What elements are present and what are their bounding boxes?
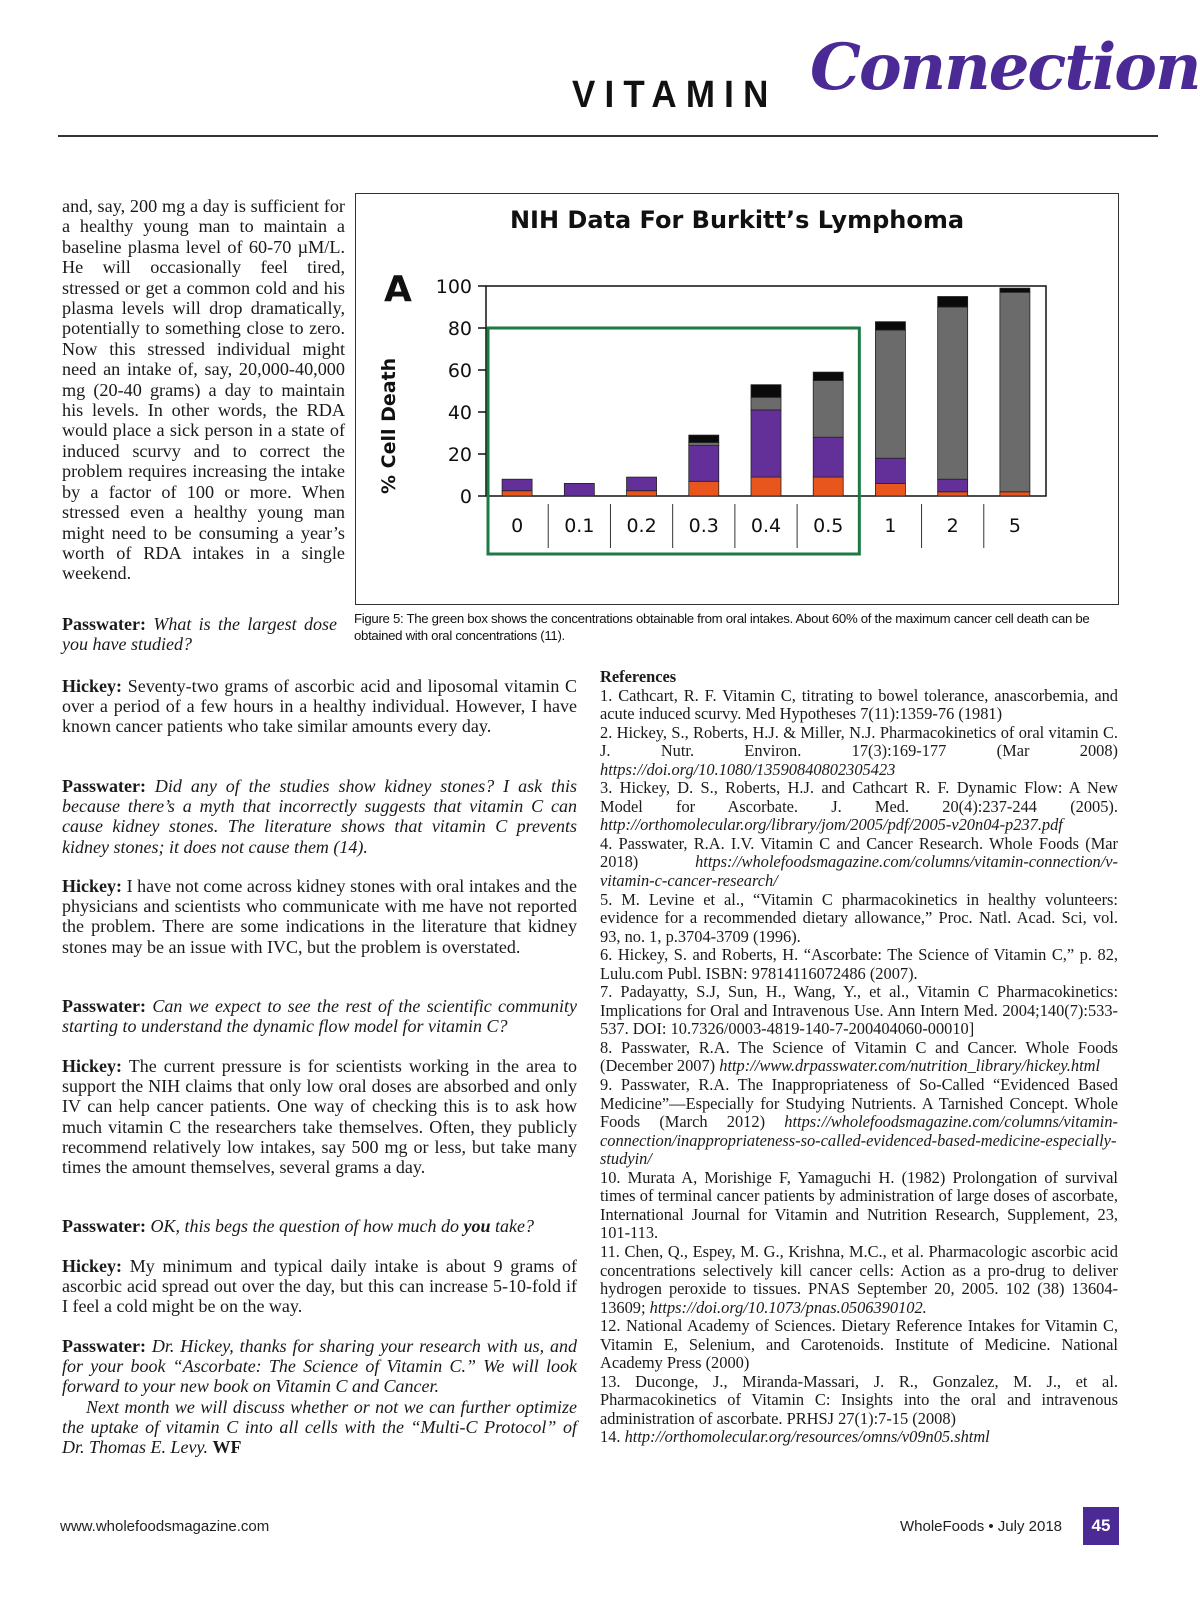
- bar-segment-gray: [875, 330, 905, 458]
- bar-segment-black: [689, 435, 719, 442]
- question-text: Did any of the studies show kidney stones? I ask this because there’s a myth that incorrectly suggests that vitamin C can cause kidney stones. The literature shows that vitamin C prevents kidney stones; it does not cause them (14).: [62, 776, 577, 857]
- reference-item: 6. Hickey, S. and Roberts, H. “Ascorbate: The Science of Vitamin C,” p. 82, Lulu.com Publ. ISBN: 97814116072486 (2007).: [600, 945, 1118, 983]
- speaker-label: Passwater:: [62, 614, 146, 634]
- bar-segment-purple: [564, 483, 594, 496]
- reference-item: 9. Passwater, R.A. The Inappropriateness of So-Called “Evidenced Based Medicine”—Especially for Studying Nutrients. A Tarnished Concept. Whole Foods (March 2012) https://wholefoodsmagazine.com/columns/vitamin-connection/inappropriateness-so-called-evidenced-based-medicine-especially-studyin/: [600, 1075, 1118, 1169]
- speaker-label: Passwater:: [62, 996, 146, 1016]
- bar-segment-purple: [751, 410, 781, 477]
- reference-item: 5. M. Levine et al., “Vitamin C pharmacokinetics in healthy volunteers: evidence for a recommended dietary allowance,” Proc. Natl. Acad. Sci, vol. 93, no. 1, p.3704-3709 (1996).: [600, 889, 1118, 946]
- bar-segment-gray: [1000, 292, 1030, 492]
- bar-segment-purple: [689, 446, 719, 482]
- x-tick-label: 2: [946, 515, 959, 537]
- bar-segment-orange: [938, 492, 968, 496]
- bar-segment-black: [875, 322, 905, 330]
- figure-caption: Figure 5: The green box shows the concentrations obtainable from oral intakes. About 60% of the maximum cancer cell death can be obtained with oral concentrations (11).: [354, 611, 1090, 643]
- reference-item: 8. Passwater, R.A. The Science of Vitamin C and Cancer. Whole Foods (December 2007) http://www.drpasswater.com/nutrition_library/hickey.html: [600, 1037, 1118, 1076]
- bar-segment-purple: [502, 479, 532, 491]
- reference-link[interactable]: https://doi.org/10.1080/13590840802305423: [600, 759, 896, 779]
- speaker-label: Hickey:: [62, 676, 122, 696]
- reference-item: 11. Chen, Q., Espey, M. G., Krishna, M.C., et al. Pharmacologic ascorbic acid concentrations selectively kill cancer cells: Action as a pro-drug to deliver hydrogen peroxide to tissues. PNAS September 20, 2005. 102 (38) 13604-13609; https://doi.org/10.1073/pnas.0506390102.: [600, 1241, 1118, 1317]
- qa-block-2: [62, 676, 577, 737]
- bar-segment-purple: [938, 479, 968, 492]
- question-text: What is the largest dose you have studied?: [62, 614, 337, 655]
- reference-item: 2. Hickey, S., Roberts, H.J. & Miller, N.J. Pharmacokinetics of oral vitamin C. J. Nutr. Environ. 17(3):169-177 (Mar 2008) https://doi.org/10.1080/13590840802305423: [600, 722, 1118, 779]
- reference-item: 12. National Academy of Sciences. Dietary Reference Intakes for Vitamin C, Vitamin E, Selenium, and Carotenoids. Institute of Medicine. National Academy Press (2000): [600, 1316, 1118, 1373]
- speaker-label: Passwater:: [62, 1336, 146, 1356]
- speaker-label: Passwater:: [62, 1216, 146, 1236]
- bar-segment-black: [751, 385, 781, 398]
- reference-item: 1. Cathcart, R. F. Vitamin C, titrating to bowel tolerance, anascorbemia, and acute induced scurvy. Med Hypotheses 7(11):1359-76 (1981): [600, 685, 1118, 724]
- reference-item: 10. Murata A, Morishige F, Yamaguchi H. (1982) Prolongation of survival times of terminal cancer patients by administration of large doses of ascorbate, International Journal for Vitamin and Nutrition Research, Supplement, 23, 101-113.: [600, 1167, 1118, 1243]
- footer-website[interactable]: www.wholefoodsmagazine.com: [60, 1518, 270, 1535]
- reference-item: 4. Passwater, R.A. I.V. Vitamin C and Cancer Research. Whole Foods (Mar 2018) https://wholefoodsmagazine.com/columns/vitamin-connection/v-vitamin-c-cancer-research/: [600, 833, 1118, 891]
- bar-segment-orange: [689, 481, 719, 496]
- chart-title: NIH Data For Burkitt’s Lymphoma: [509, 206, 965, 234]
- question-emphasis: you: [463, 1216, 491, 1236]
- intro-text: and, say, 200 mg a day is sufficient for a healthy young man to maintain a baseline plasma level of 60-70 µM/L. He will occasionally feel tired, stressed or get a common cold and his plasma levels will drop dramatically, potentially to something close to zero. Now this stressed individual might need an intake of, say, 20,000-40,000 mg (20-40 grams) a day to maintain his levels. In other words, the RDA would place a sick person in a state of induced scurvy and to correct the problem requires increasing the intake by a factor of 100 or more. When stressed even a healthy young man might need to be consuming a year’s worth of RDA intakes in a single weekend.: [62, 196, 345, 584]
- bar-segment-purple: [875, 458, 905, 483]
- page-number: 45: [1083, 1507, 1119, 1545]
- question-text: Dr. Hickey, thanks for sharing your research with us, and for your book “Ascorbate: The Science of Vitamin C.” We will look forward to your new book on Vitamin C and Cancer.: [62, 1336, 578, 1397]
- speaker-label: Hickey:: [62, 876, 122, 896]
- closing-text: [62, 1397, 577, 1458]
- references-section: [600, 668, 1118, 1447]
- y-tick-label: 60: [447, 360, 472, 382]
- closing-sentence: Next month we will discuss whether or not we can further optimize the uptake of vitamin C into all cells with the “Multi-C Protocol” of Dr. Thomas E. Levy.: [62, 1396, 577, 1458]
- reference-link[interactable]: https://wholefoodsmagazine.com/columns/vitamin-connection/inappropriateness-so-called-evidenced-based-medicine-especially-studyin/: [600, 1112, 1118, 1169]
- answer-text: I have not come across kidney stones with oral intakes and the physicians and scientists who communicate with me have not reported the problem. There are some indications in the literature that kidney stones may be an issue with IVC, but the problem is overstated.: [62, 876, 577, 957]
- header-divider: [58, 135, 1158, 137]
- qa-block-3: [62, 776, 577, 857]
- bar-segment-purple: [813, 437, 843, 477]
- y-tick-label: 40: [447, 402, 472, 424]
- qa-block-5: [62, 996, 577, 1036]
- reference-link[interactable]: http://orthomolecular.org/resources/omns/v09n05.shtml: [624, 1427, 990, 1447]
- intro-paragraph: [62, 196, 345, 584]
- reference-link[interactable]: https://wholefoodsmagazine.com/columns/vitamin-connection/v-vitamin-c-cancer-research/: [600, 852, 1118, 891]
- end-mark: WF: [212, 1437, 242, 1458]
- page-header: [0, 0, 1200, 140]
- bar-segment-orange: [627, 491, 657, 496]
- speaker-label: Hickey:: [62, 1256, 122, 1276]
- reference-item: 14. http://orthomolecular.org/resources/omns/v09n05.shtml: [600, 1427, 990, 1447]
- qa-block-4: [62, 876, 577, 957]
- qa-block-6: [62, 1056, 577, 1177]
- x-tick-label: 0: [511, 515, 524, 537]
- question-text: Can we expect to see the rest of the scientific community starting to understand the dynamic flow model for vitamin C?: [62, 996, 578, 1037]
- x-tick-label: 0.2: [626, 515, 657, 537]
- bar-segment-gray: [813, 381, 843, 438]
- bar-segment-orange: [813, 477, 843, 496]
- bar-segment-gray: [751, 397, 781, 410]
- reference-item: 13. Duconge, J., Miranda-Massari, J. R., Gonzalez, M. J., et al. Pharmacokinetics of Vitamin C: Insights into the oral and intravenous administration of ascorbate. PRHSJ 27(1):7-15 (2008): [600, 1371, 1118, 1428]
- column-title-connection: Connection: [810, 30, 1200, 105]
- x-tick-label: 0.3: [688, 515, 719, 537]
- y-axis-label: % Cell Death: [378, 357, 400, 494]
- column-title-vitamin: VITAMIN: [572, 74, 778, 116]
- figure-chart: [355, 193, 1119, 605]
- qa-block-8: [62, 1256, 577, 1317]
- oral-range-box: [488, 328, 859, 554]
- reference-link[interactable]: https://doi.org/10.1073/pnas.0506390102.: [649, 1297, 927, 1317]
- speaker-label: Passwater:: [62, 776, 146, 796]
- bar-segment-black: [813, 372, 843, 380]
- question-text-after: take?: [490, 1216, 534, 1236]
- answer-text: The current pressure is for scientists working in the area to support the NIH claims that only low oral doses are absorbed and only IV can help cancer patients. One way of checking this is to ask how much vitamin C the researchers take themselves. Often, they publicly recommend relatively low intakes, say 500 mg or less, but take many times the amount themselves, several grams a day.: [62, 1056, 577, 1178]
- x-tick-label: 5: [1008, 515, 1021, 537]
- bar-segment-orange: [1000, 492, 1030, 496]
- panel-letter: A: [384, 269, 412, 310]
- footer-publication: WholeFoods • July 2018: [900, 1518, 1063, 1535]
- references-title: References: [600, 667, 677, 686]
- y-tick-label: 100: [435, 276, 472, 298]
- bar-segment-black: [938, 297, 968, 308]
- qa-block-9: [62, 1336, 577, 1457]
- reference-item: 3. Hickey, D. S., Roberts, H.J. and Cathcart R. F. Dynamic Flow: A New Model for Ascorbate. J. Med. 20(4):237-244 (2005). http://orthomolecular.org/library/jom/2005/pdf/2005-v20n04-p237.pdf: [600, 778, 1118, 835]
- bar-segment-purple: [627, 477, 657, 491]
- question-text-before: OK, this begs the question of how much do: [150, 1216, 464, 1236]
- y-tick-label: 20: [447, 444, 472, 466]
- x-tick-label: 0.4: [750, 515, 782, 537]
- x-tick-label: 0.1: [564, 515, 595, 537]
- bar-segment-black: [1000, 288, 1030, 292]
- y-tick-label: 80: [447, 318, 472, 340]
- bar-segment-gray: [689, 442, 719, 445]
- qa-block-1: [62, 614, 337, 654]
- x-tick-label: 0.5: [813, 515, 844, 537]
- y-tick-label: 0: [459, 486, 472, 508]
- bar-chart: [356, 194, 1120, 604]
- bar-segment-orange: [875, 483, 905, 496]
- bar-segment-orange: [502, 491, 532, 496]
- reference-link[interactable]: http://orthomolecular.org/library/jom/2005/pdf/2005-v20n04-p237.pdf: [600, 815, 1063, 835]
- bar-segment-gray: [938, 307, 968, 479]
- reference-link[interactable]: http://www.drpasswater.com/nutrition_library/hickey.html: [719, 1056, 1101, 1076]
- x-tick-label: 1: [884, 515, 897, 537]
- answer-text: Seventy-two grams of ascorbic acid and liposomal vitamin C over a period of a few hours in a healthy individual. However, I have known cancer patients who take similar amounts every day.: [62, 676, 578, 737]
- bar-segment-orange: [751, 477, 781, 496]
- qa-block-7: [62, 1216, 577, 1236]
- reference-item: 7. Padayatty, S.J, Sun, H., Wang, Y., et al., Vitamin C Pharmacokinetics: Implications for Oral and Intravenous Use. Ann Intern Med. 2004;140(7):533-537. DOI: 10.7326/0003-4819-140-7-200404060-00010]: [600, 982, 1118, 1039]
- answer-text: My minimum and typical daily intake is about 9 grams of ascorbic acid spread out over the day, but this can increase 5-10-fold if I feel a cold might be on the way.: [62, 1256, 577, 1317]
- speaker-label: Hickey:: [62, 1056, 122, 1076]
